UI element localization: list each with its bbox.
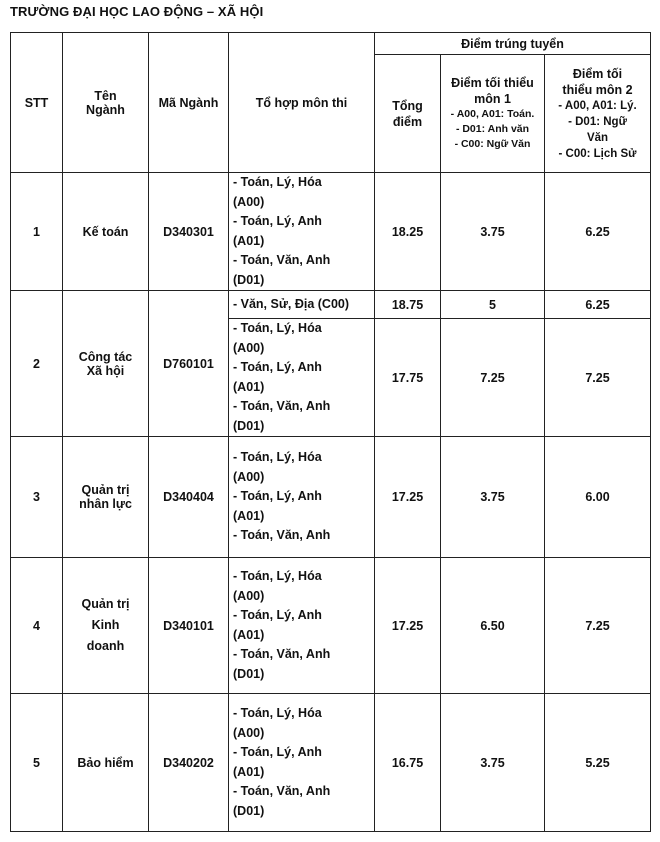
- cell-mon1: 5: [441, 291, 545, 319]
- cell-ma-nganh: D340301: [149, 173, 229, 291]
- cell-ma-nganh: D340202: [149, 694, 229, 832]
- combo-line: - Toán, Văn, Anh: [233, 784, 331, 798]
- ten-line: Kinh: [91, 618, 120, 632]
- header-mon2: [545, 55, 651, 173]
- header-tong-diem-line: Tổng: [392, 98, 423, 113]
- header-diem-trung-tuyen: Điểm trúng tuyển: [375, 33, 651, 55]
- combo-line: (A00): [233, 725, 265, 740]
- combo-line: - Toán, Lý, Anh: [233, 745, 322, 759]
- combo-line: (A00): [233, 340, 265, 355]
- cell-ma-nganh: D340404: [149, 437, 229, 558]
- table-row: [11, 291, 651, 319]
- cell-stt: 5: [11, 694, 63, 832]
- cell-stt: 3: [11, 437, 63, 558]
- cell-stt: 4: [11, 558, 63, 694]
- cell-mon1: 3.75: [441, 173, 545, 291]
- cell-tong-diem: 16.75: [375, 694, 441, 832]
- combo-line: (A01): [233, 764, 265, 779]
- cell-ma-nganh: D340101: [149, 558, 229, 694]
- admission-score-table: [10, 32, 651, 832]
- cell-to-hop: [229, 437, 375, 558]
- ten-line: Quản trị: [81, 483, 130, 497]
- cell-mon2: 6.25: [545, 173, 651, 291]
- combo-line: (A01): [233, 508, 265, 523]
- cell-tong-diem: 17.25: [375, 558, 441, 694]
- ten-line: Công tác: [78, 349, 133, 364]
- cell-mon2: 5.25: [545, 694, 651, 832]
- ten-line: doanh: [86, 639, 125, 653]
- combo-line: - Toán, Lý, Anh: [233, 608, 322, 622]
- cell-tong-diem: 17.25: [375, 437, 441, 558]
- ten-line: Xã hội: [86, 363, 125, 378]
- cell-mon2: 7.25: [545, 319, 651, 437]
- page-title: TRƯỜNG ĐẠI HỌC LAO ĐỘNG – XÃ HỘI: [10, 4, 264, 19]
- cell-ten-nganh: [63, 291, 149, 437]
- combo-line: (A01): [233, 233, 265, 248]
- header-tong-diem-line: điểm: [392, 114, 423, 129]
- header-ten-nganh-line: Ngành: [86, 102, 125, 117]
- header-mon1-note: - A00, A01: Toán.: [450, 108, 535, 120]
- cell-ma-nganh: D760101: [149, 291, 229, 437]
- combo-line: - Toán, Lý, Anh: [233, 360, 322, 374]
- header-mon2-note: - D01: Ngữ: [568, 115, 627, 128]
- header-mon2-note: Văn: [586, 131, 609, 144]
- combo-line: - Toán, Lý, Hóa: [233, 450, 322, 465]
- table-row: [11, 437, 651, 558]
- table-row: [11, 173, 651, 291]
- header-tong-diem: [375, 55, 441, 173]
- combo-line: - Toán, Văn, Anh: [233, 399, 331, 413]
- combo-line: - Toán, Văn, Anh: [233, 528, 331, 543]
- combo-line: (A00): [233, 588, 265, 603]
- combo-line: (A00): [233, 194, 265, 209]
- cell-ten-nganh: Bảo hiểm: [63, 694, 149, 832]
- header-mon1: [441, 55, 545, 173]
- header-to-hop: Tổ hợp môn thi: [229, 33, 375, 173]
- cell-mon1: 3.75: [441, 437, 545, 558]
- combo-line: - Toán, Lý, Hóa: [233, 706, 322, 720]
- cell-mon2: 6.25: [545, 291, 651, 319]
- combo-line: (A01): [233, 627, 265, 642]
- cell-mon1: 6.50: [441, 558, 545, 694]
- cell-mon2: 6.00: [545, 437, 651, 558]
- cell-ten-nganh: [63, 558, 149, 694]
- header-mon2-title: Điểm tối: [572, 66, 623, 81]
- cell-ten-nganh: Kế toán: [63, 173, 149, 291]
- combo-line: (A00): [233, 469, 265, 484]
- table-row: [11, 558, 651, 694]
- cell-to-hop: [229, 694, 375, 832]
- ten-line: Quản trị: [81, 597, 130, 611]
- combo-line: - Toán, Lý, Hóa: [233, 175, 322, 189]
- cell-to-hop: [229, 291, 375, 319]
- combo-line: (D01): [233, 272, 265, 287]
- cell-mon1: 7.25: [441, 319, 545, 437]
- cell-ten-nganh: [63, 437, 149, 558]
- header-ma-nganh: Mã Ngành: [149, 33, 229, 173]
- combo-line: (D01): [233, 666, 265, 681]
- header-mon1-note: - D01: Anh văn: [455, 123, 530, 135]
- cell-stt: 1: [11, 173, 63, 291]
- combo-line: - Toán, Lý, Anh: [233, 214, 322, 228]
- table-row: [11, 694, 651, 832]
- header-stt: STT: [11, 33, 63, 173]
- cell-to-hop: [229, 319, 375, 437]
- combo-line: - Toán, Văn, Anh: [233, 647, 331, 661]
- cell-to-hop: [229, 558, 375, 694]
- combo-line: (A01): [233, 379, 265, 394]
- cell-tong-diem: 18.75: [375, 291, 441, 319]
- cell-to-hop: [229, 173, 375, 291]
- header-mon1-title: Điểm tối thiểu: [451, 76, 534, 90]
- combo-line: - Toán, Lý, Anh: [233, 489, 322, 504]
- combo-line: - Toán, Lý, Hóa: [233, 321, 322, 335]
- combo-line: (D01): [233, 418, 265, 433]
- header-mon2-note: - C00: Lịch Sử: [558, 147, 637, 160]
- combo-line: (D01): [233, 803, 265, 818]
- cell-mon1: 3.75: [441, 694, 545, 832]
- cell-tong-diem: 18.25: [375, 173, 441, 291]
- cell-tong-diem: 17.75: [375, 319, 441, 437]
- header-ten-nganh-line: Tên: [94, 88, 117, 103]
- header-mon1-note: - C00: Ngữ Văn: [454, 138, 531, 150]
- combo-line: - Toán, Văn, Anh: [233, 253, 331, 267]
- header-mon2-note: - A00, A01: Lý.: [558, 99, 637, 112]
- cell-stt: 2: [11, 291, 63, 437]
- header-mon1-title: môn 1: [474, 92, 511, 106]
- cell-mon2: 7.25: [545, 558, 651, 694]
- header-ten-nganh: [63, 33, 149, 173]
- combo-line: - Văn, Sử, Địa (C00): [233, 296, 350, 311]
- combo-line: - Toán, Lý, Hóa: [233, 569, 322, 583]
- ten-line: nhân lực: [79, 497, 132, 511]
- header-mon2-title: thiểu môn 2: [562, 82, 633, 97]
